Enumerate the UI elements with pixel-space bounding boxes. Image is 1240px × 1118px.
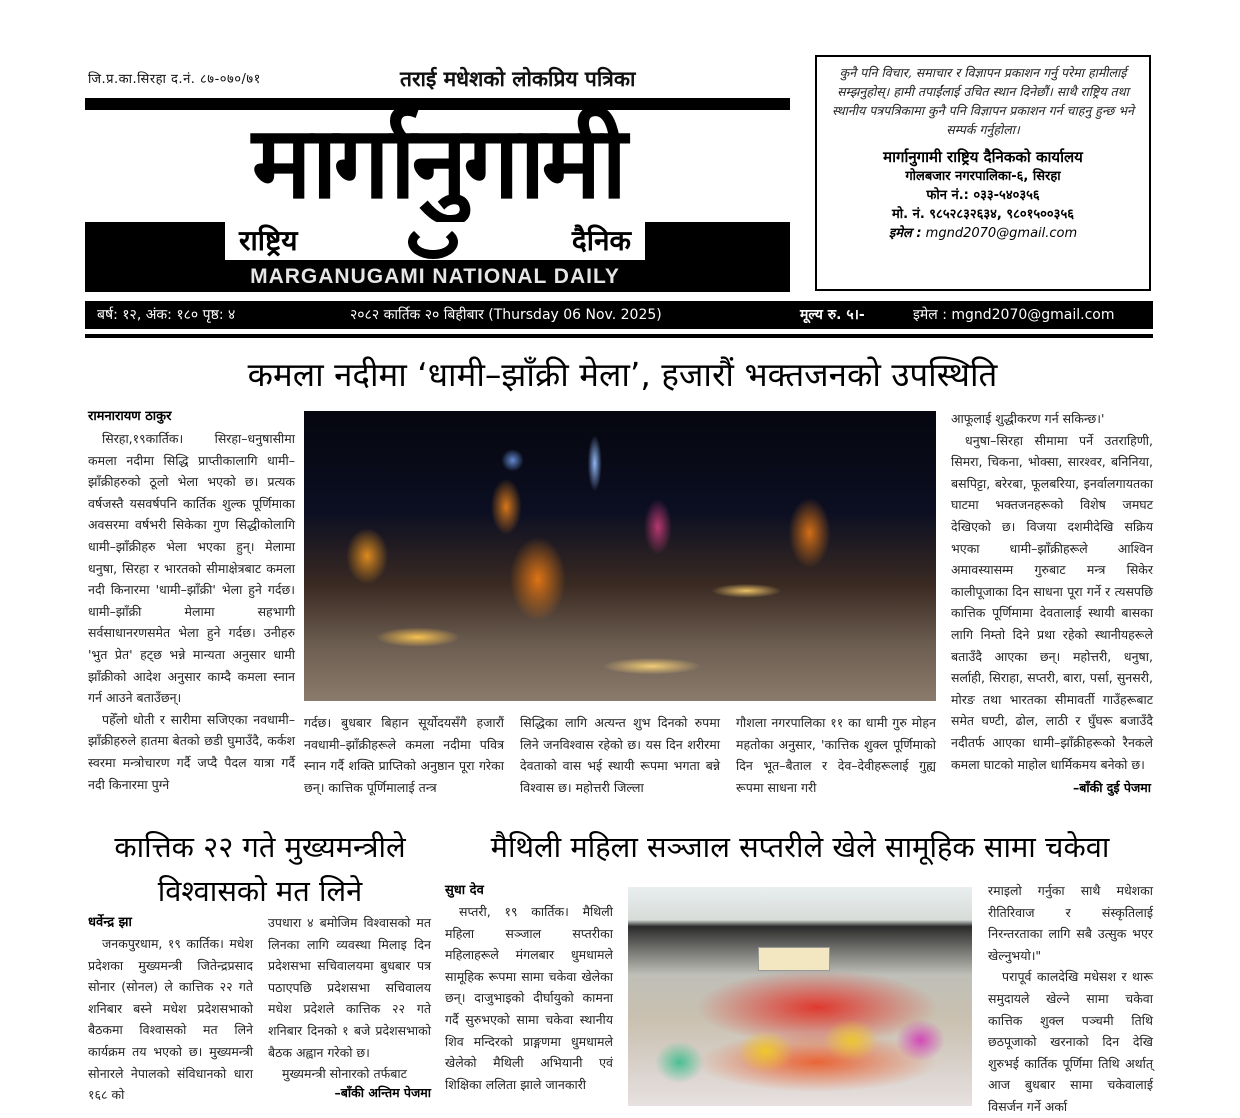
masthead-subtitle-daily: दैनिक — [571, 224, 631, 257]
issue-volume: बर्ष: १२, अंक: १८० पृष्ठ: ४ — [97, 307, 236, 323]
second-byline: धर्वेन्द्र झा — [88, 915, 132, 930]
lead-column-1 — [88, 428, 295, 795]
office-mobile: मो. नं. ९८५२८३२६३४, ९८०१५००३५६ — [892, 207, 1074, 222]
lead-paragraph: आफूलाई शुद्धीकरण गर्न सकिन्छ।' — [951, 411, 1105, 426]
lead-column-3 — [520, 712, 720, 799]
second-column-1 — [88, 933, 253, 1106]
third-photo-sama-chakeva-women — [628, 887, 972, 1106]
second-paragraph: जनकपुरधाम, १९ कार्तिक। मधेश प्रदेशका मुख्यमन्त्री जितेन्द्रप्रसाद सोनार (सोनल) ले कात्तिक २२ गते शनिबार बस्ने मधेश प्रदेशसभाको बैठकमा विश्वासको मत लिने कार्यक्रम तय भएको छ। मुख्यमन्त्री सोनारले नेपालको संविधानको धारा १६८ को — [88, 936, 253, 1103]
third-byline: सुधा देव — [445, 883, 484, 898]
third-headline: मैथिली महिला सञ्जाल सप्तरीले खेले सामूहिक सामा चकेवा — [490, 830, 1110, 864]
issue-info-bar — [85, 301, 1153, 329]
masthead-english-name: MARGANUGAMI NATIONAL DAILY — [250, 265, 620, 288]
lead-column-2 — [304, 712, 504, 799]
lead-paragraph: गर्दछ। बुधबार बिहान सूर्योदयसँगै हजारौं नवधामी–झाँक्रीहरूले कमला नदीमा पवित्र स्नान गर्दै शक्ति प्राप्तिको अनुष्ठान पूरा गरेका छन्। कात्तिक पूर्णिमालाई तन्त्र — [304, 715, 504, 795]
photo-banner — [758, 947, 830, 971]
third-column-2 — [988, 880, 1153, 1114]
lead-paragraph: सिरहा,१९कार्तिक। सिरहा–धनुषासीमा कमला नदीमा सिद्धि प्राप्तीकालागि धामी–झाँक्रीहरुको ठूलो भेला भएको छ। प्रत्यक वर्षजस्तै यसवर्षपनि कार्तिक शुल्क पूर्णिमाका अवसरमा वर्षभरी सिकेका गुण सिद्धीकोलागि धामी–झाँक्रीहरु भेला भएका हुन्। मेलामा धनुषा, सिरहा र भारतको सीमाक्षेत्रबाट कमला नदी किनारमा 'धामी–झाँक्री' भेला हुने गर्दछ। धामी–झाँक्री मेलामा सहभागी सर्वसाधानरणसमेत भेला हुने गर्दछ। उनीहरु 'भुत प्रेत' हट्छ भन्ने मान्यता अनुसार धामी झाँक्रीको आदेश अनुसार काम्दै कमला स्नान गर्न आउने बताउँछन्। — [88, 431, 295, 706]
registration-number: जि.प्र.का.सिरहा द.नं. ८७-०७०/७१ — [88, 72, 261, 87]
second-continued-link[interactable]: –बाँकी अन्तिम पेजमा — [268, 1084, 431, 1102]
lead-paragraph: सिद्धिका लागि अत्यन्त शुभ दिनको रुपमा लिने जनविश्वास रहेको छ। यस दिन शरीरमा देवताको वास भई स्थायी रूपमा भगता बन्ने विश्वास छ। महोत्तरी जिल्ला — [520, 715, 720, 795]
office-phone: फोन नं.: ०३३-५४०३५६ — [926, 188, 1040, 203]
masthead-emblem-icon — [408, 225, 458, 259]
third-column-1 — [445, 901, 613, 1106]
masthead-logo — [85, 98, 790, 292]
third-paragraph: परापूर्व कालदेखि मधेसश र थारू समुदायले खेल्ने सामा चकेवा कात्तिक शुक्ल पञ्चमी तिथि छठपूजाको खरनाको दिन देखि शुरुभई कार्तिक पूर्णिमा तिथि अर्थात् आज बुधबार सामा चकेवालाई विसर्जन गर्ने अर्का — [988, 969, 1153, 1114]
info-bar-email[interactable]: इमेल : mgnd2070@gmail.com — [913, 307, 1115, 323]
third-paragraph: सप्तरी, १९ कार्तिक। मैथिली महिला सञ्जाल सप्तरीका महिलाहरूले मंगलबार धुमधामले सामूहिक रूपमा सामा चकेवा खेलेका छन्। दाजुभाइको दीर्घायुको कामना गर्दै सुरुभएको सामा चकेवा स्थानीय शिव मन्दिरको प्राङ्गणमा धुमधामले खेलेको मैथिली अभियानी एवं शिक्षिका ललिता झाले जानकारी — [445, 904, 613, 1092]
lead-continued-link[interactable]: –बाँकी दुई पेजमा — [951, 779, 1151, 797]
issue-date: २०८२ कार्तिक २० बिहीबार (Thursday 06 Nov. 2025) — [350, 307, 662, 323]
second-column-2 — [268, 912, 431, 1082]
second-paragraph: उपधारा ४ बमोजिम विश्वासको मत लिनका लागि व्यवस्था मिलाइ दिन प्रदेशसभा सचिवालयमा बुधबार पत्र पठाएपछि प्रदेशसभा सचिवालय मधेश प्रदेशले कात्तिक २२ गते शनिबार दिनको १ बजे प्रदेशसभाको बैठक अह्वान गरेको छ। — [268, 915, 431, 1060]
email-link[interactable]: mgnd2070@gmail.com — [925, 226, 1078, 241]
masthead-tagline: तराई मधेशको लोकप्रिय पत्रिका — [400, 67, 636, 91]
masthead-subtitle-panel — [225, 222, 645, 260]
advertisement-contact-box — [815, 55, 1151, 291]
lead-paragraph: धनुषा–सिरहा सीमामा पर्ने उतराहिणी, सिमरा, चिकना, भोक्सा, सारश्वर, बनिनिया, बसपिट्टा, बरेरबा, फूलबरिया, इनर्वालगायतका घाटमा भक्तजनहरूको विशेष जमघट देखिएको छ। विजया दशमीदेखि सक्रिय भएका धामी–झाँक्रीहरूले आश्विन अमावस्यासम्म गुरुबाट मन्त्र सिकेर कालीपूजाका दिन साधना पूरा गर्ने र त्यसपछि कात्तिक पूर्णिमामा देवतालाई स्थायी बासका लागि निम्तो दिने प्रथा रहेको स्थानीयहरूले बताउँदै आएका छन्। महोत्तरी, धनुषा, सर्लाही, सिराहा, सप्तरी, बारा, पर्सा, सुनसरी, मोरङ तथा भारतका सीमावर्ती गाउँहरूबाट समेत घण्टी, ढोल, लाठी र घुँघरू बजाउँदै नदीतर्फ आएका धामी–झाँक्रीहरूको रैनकले कमला घाटको माहोल धार्मिकमय बनेको छ। — [951, 432, 1153, 772]
ad-invitation-text: कुनै पनि विचार, समाचार र विज्ञापन प्रकाशन गर्नु परेमा हामीलाई सम्झनुहोस्। हामी तपाईंलाई उचित स्थान दिनेछौं। साथै राष्ट्रिय तथा स्थानीय पत्रपत्रिकामा कुनै पनि विज्ञापन प्रकाशन गर्न चाहनु हुन्छ भने सम्पर्क गर्नुहोला। — [832, 65, 1134, 137]
office-email — [825, 224, 1141, 243]
second-headline: कात्तिक २२ गते मुख्यमन्त्रीले विश्वासको मत लिने — [114, 830, 406, 908]
lead-paragraph: गौशला नगरपालिका ११ का धामी गुरु मोहन महतोका अनुसार, 'कात्तिक शुक्ल पूर्णिमाको दिन भूत–बैताल र देव–देवीहरूलाई गुह्य रूपमा साधना गरी — [736, 715, 936, 795]
newspaper-title: मार्गानुगामी — [251, 104, 624, 221]
issue-price: मूल्य रु. ५।- — [800, 307, 865, 323]
lead-headline: कमला नदीमा ‘धामी–झाँक्री मेला’, हजारौं भक्तजनको उपस्थिति — [247, 355, 998, 394]
masthead-subtitle-national: राष्ट्रिय — [239, 224, 298, 257]
third-paragraph: रमाइलो गर्नुका साथै मधेशका रीतिरिवाज र संस्कृतिलाई निरन्तरताका लागि सबै उत्सुक भएर खेल्नुभयो।" — [988, 883, 1153, 963]
office-name: मार्गानुगामी राष्ट्रिय दैनिकको कार्यालय — [883, 148, 1083, 166]
lead-photo-dhami-jhankri-fair — [304, 411, 936, 701]
lead-paragraph: पहेँलो धोती र सारीमा सजिएका नवधामी–झाँक्रीहरुले हातमा बेतको छडी घुमाउँदै, कर्कश स्वरमा मन्त्रोचारण गर्दै जप्दै पैदल यात्रा गर्दै नदी किनारमा पुग्ने — [88, 711, 295, 792]
lead-column-5 — [951, 408, 1153, 775]
office-address: गोलबजार नगरपालिका-६, सिरहा — [905, 169, 1061, 184]
lead-column-4 — [736, 712, 936, 799]
email-label: इमेल : — [888, 226, 922, 241]
header-divider — [85, 334, 1153, 338]
lead-byline: रामनारायण ठाकुर — [88, 409, 172, 424]
second-paragraph: मुख्यमन्त्री सोनारको तर्फबाट — [282, 1066, 407, 1082]
